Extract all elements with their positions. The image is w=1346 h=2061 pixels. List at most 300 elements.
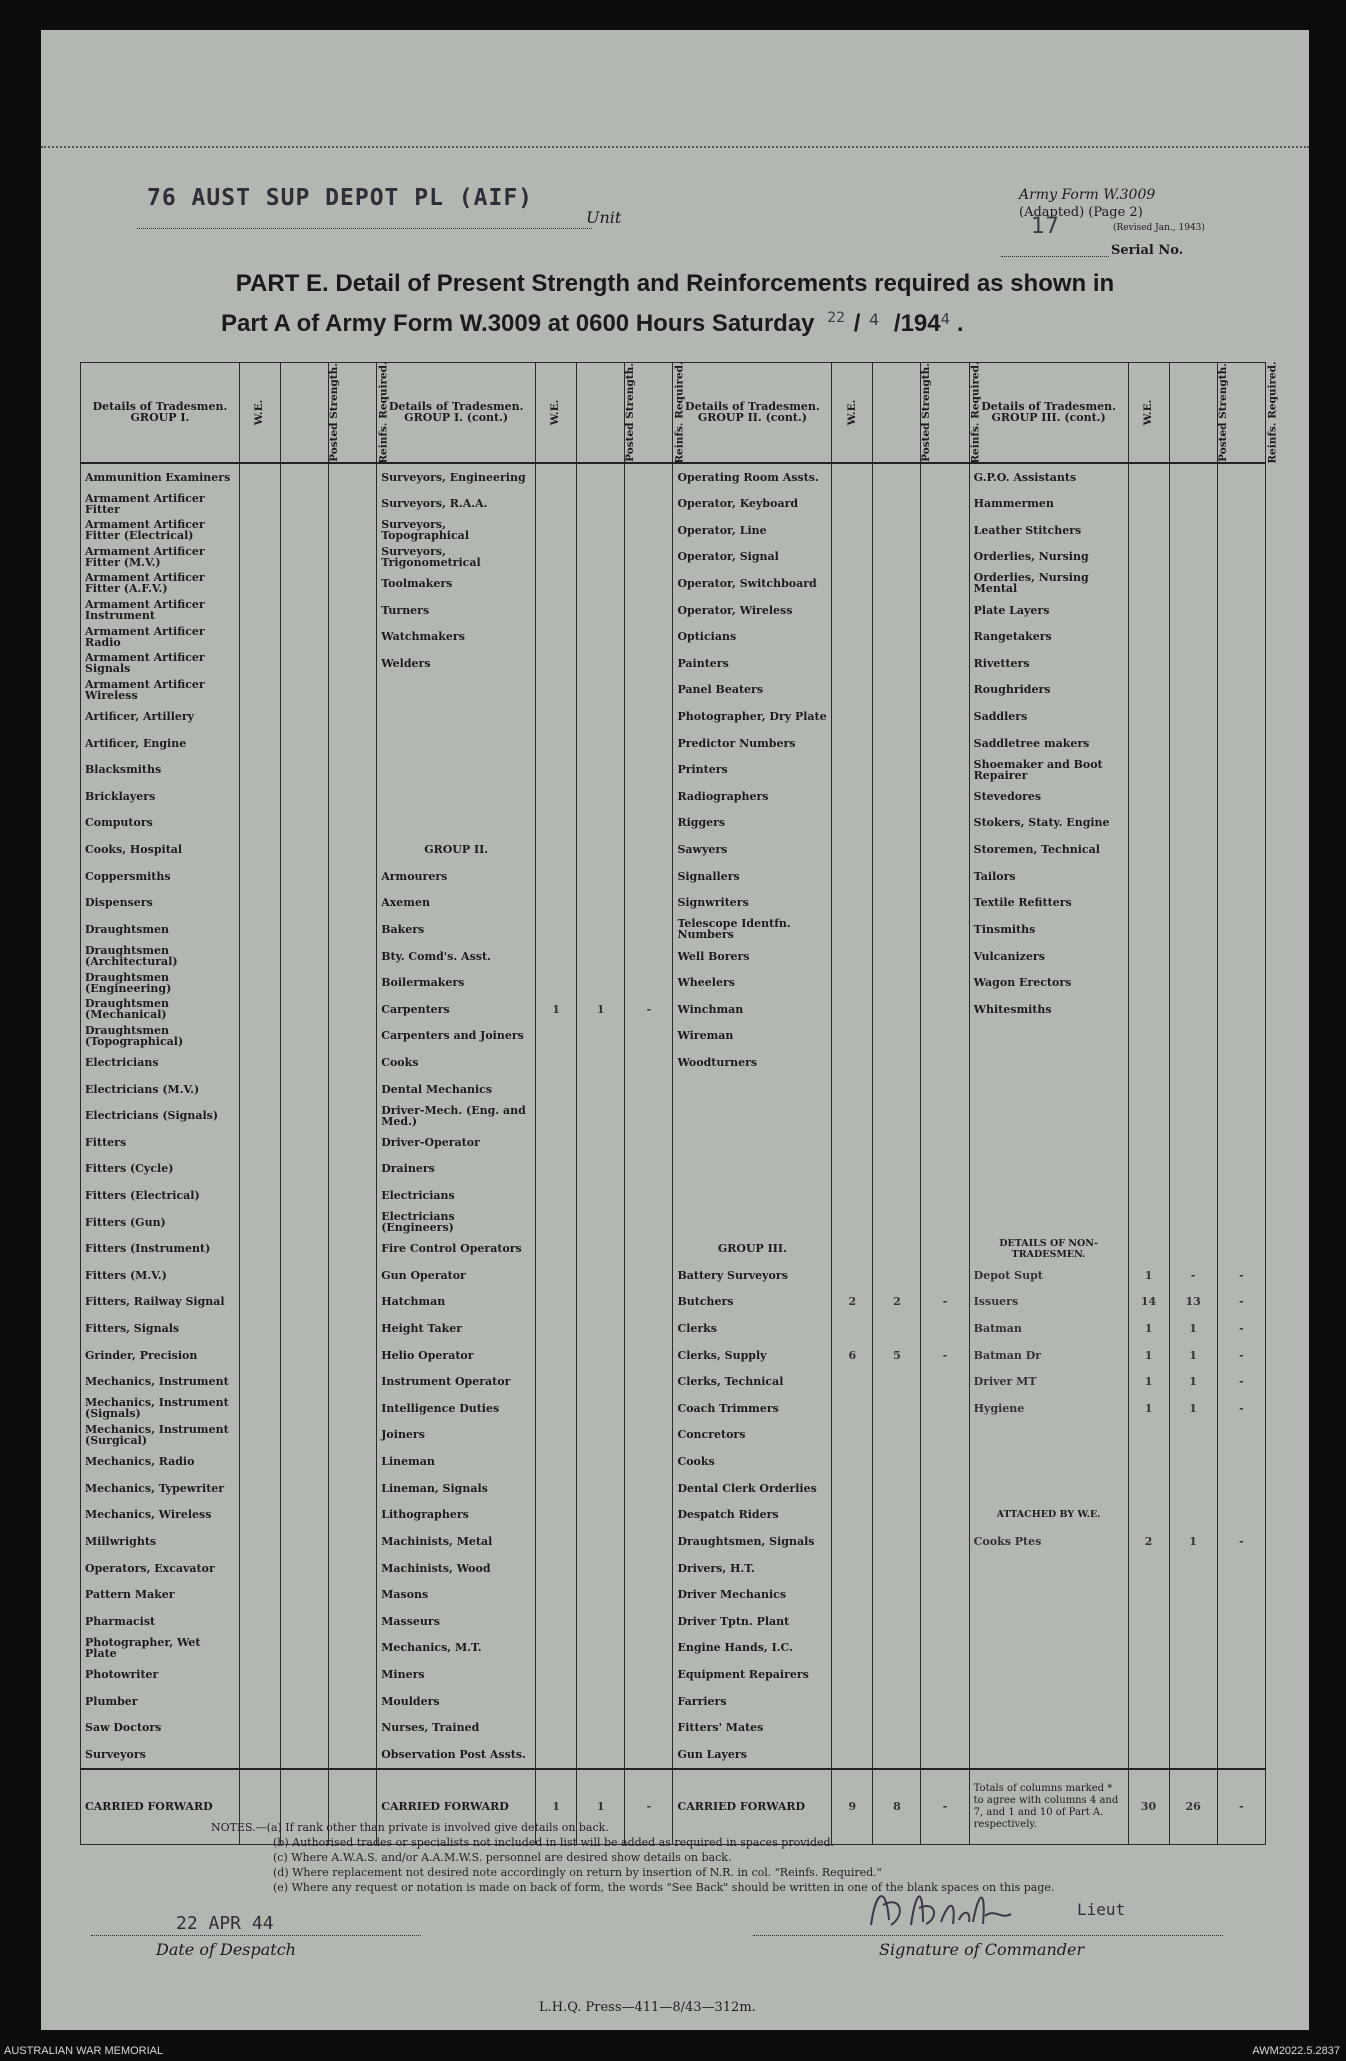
posted-cell [1169, 1741, 1217, 1769]
trade-label [673, 1209, 832, 1236]
posted-cell [577, 1714, 625, 1741]
table-row [81, 1156, 1266, 1183]
posted-cell: 5 [873, 1342, 921, 1369]
posted-cell [873, 1555, 921, 1582]
trade-label: Farriers [673, 1688, 832, 1715]
posted-cell [1169, 996, 1217, 1023]
posted-cell [280, 1182, 328, 1209]
we-cell [1128, 1076, 1169, 1103]
posted-cell [577, 1368, 625, 1395]
we-cell [1128, 463, 1169, 491]
trade-label: Pharmacist [81, 1608, 240, 1635]
trade-label: Wagon Erectors [969, 969, 1128, 996]
serial-label: Serial No. [1111, 243, 1184, 258]
reinfs-cell [329, 810, 377, 837]
reinfs-cell [329, 1023, 377, 1050]
trade-label: Plate Layers [969, 597, 1128, 624]
we-cell [239, 703, 280, 730]
posted-cell [577, 570, 625, 597]
we-cell [239, 490, 280, 517]
table-row [81, 1448, 1266, 1475]
trade-label: Orderlies, Nursing [969, 544, 1128, 571]
reinfs-cell [921, 677, 969, 704]
posted-cell [1169, 1422, 1217, 1449]
we-cell [832, 1422, 873, 1449]
serial-underline [1001, 256, 1109, 257]
we-cell [239, 597, 280, 624]
trade-label [969, 1129, 1128, 1156]
trade-label: Boilermakers [377, 969, 536, 996]
posted-cell [280, 1102, 328, 1129]
serial-value: 17 [1031, 214, 1059, 239]
reinfs-cell [921, 1156, 969, 1183]
reinfs-cell [921, 783, 969, 810]
posted-cell [280, 1635, 328, 1662]
we-cell [1128, 916, 1169, 943]
trade-label: Bricklayers [81, 783, 240, 810]
trade-label: Nurses, Trained [377, 1714, 536, 1741]
cf-g1c-reinfs: - [625, 1769, 673, 1845]
posted-cell [577, 1528, 625, 1555]
posted-cell [873, 463, 921, 491]
posted-cell [280, 1209, 328, 1236]
we-cell [1128, 890, 1169, 917]
reinfs-cell [625, 916, 673, 943]
trade-label: Pattern Maker [81, 1581, 240, 1608]
we-cell [239, 1581, 280, 1608]
posted-cell [873, 756, 921, 783]
reinfs-cell [625, 1714, 673, 1741]
reinfs-cell [1217, 890, 1265, 917]
reinfs-header: Reinfs. Required. [625, 363, 673, 463]
posted-cell [280, 1714, 328, 1741]
we-header: W.E. [1128, 363, 1169, 463]
posted-cell [873, 1714, 921, 1741]
trade-label: Bty. Comd's. Asst. [377, 943, 536, 970]
trade-label: Carpenters [377, 996, 536, 1023]
we-cell [239, 544, 280, 571]
posted-cell [873, 1608, 921, 1635]
date-year: /194 [893, 310, 941, 337]
trade-label: Telescope Identfn. Numbers [673, 916, 832, 943]
we-header: W.E. [536, 363, 577, 463]
posted-cell [1169, 570, 1217, 597]
totals-posted: 26 [1169, 1769, 1217, 1845]
note-e: (e) Where any request or notation is made on back of form, the words "See Back" should be written in one of the blank spaces on this page. [273, 1881, 1055, 1894]
posted-cell [873, 544, 921, 571]
we-cell [239, 863, 280, 890]
table-row [81, 783, 1266, 810]
trade-label: Artificer, Engine [81, 730, 240, 757]
posted-cell [280, 1448, 328, 1475]
trade-label: Surveyors, Trigonometrical [377, 544, 536, 571]
cf-g2c-reinfs: - [921, 1769, 969, 1845]
we-cell [832, 1608, 873, 1635]
reinfs-cell [921, 1475, 969, 1502]
posted-cell [1169, 1235, 1217, 1262]
we-cell [536, 730, 577, 757]
trade-label: Fitters' Mates [673, 1714, 832, 1741]
carried-forward-label: CARRIED FORWARD [81, 1769, 240, 1845]
table-row [81, 916, 1266, 943]
credit-right: AWM2022.5.2837 [1252, 2045, 1340, 2057]
reinfs-cell [625, 1156, 673, 1183]
posted-cell [873, 1262, 921, 1289]
trade-label [969, 1581, 1128, 1608]
reinfs-cell [625, 1235, 673, 1262]
we-cell [832, 677, 873, 704]
table-row [81, 1741, 1266, 1769]
table-row [81, 730, 1266, 757]
date-day: 22 [827, 310, 846, 326]
reinfs-cell [921, 703, 969, 730]
posted-cell [577, 677, 625, 704]
we-cell [832, 1368, 873, 1395]
reinfs-cell [1217, 1076, 1265, 1103]
trade-label: Draughtsmen, Signals [673, 1528, 832, 1555]
we-cell [832, 836, 873, 863]
reinfs-cell [921, 730, 969, 757]
posted-cell [577, 703, 625, 730]
posted-cell [873, 597, 921, 624]
trade-label [969, 1475, 1128, 1502]
trade-label: Draughtsmen (Engineering) [81, 969, 240, 996]
trade-label: Fitters (Instrument) [81, 1235, 240, 1262]
we-cell [1128, 1502, 1169, 1529]
reinfs-cell [921, 597, 969, 624]
trade-label: Armament Artificer Wireless [81, 677, 240, 704]
trade-label: Armament Artificer Fitter (A.F.V.) [81, 570, 240, 597]
posted-cell [873, 677, 921, 704]
posted-cell [873, 890, 921, 917]
reinfs-cell [921, 623, 969, 650]
we-cell [1128, 1182, 1169, 1209]
reinfs-cell [1217, 730, 1265, 757]
we-cell [239, 1661, 280, 1688]
posted-cell [577, 1661, 625, 1688]
trade-label: Roughriders [969, 677, 1128, 704]
posted-cell [1169, 544, 1217, 571]
posted-cell [577, 1581, 625, 1608]
trade-label: Fitters (M.V.) [81, 1262, 240, 1289]
trade-label: Coach Trimmers [673, 1395, 832, 1422]
reinfs-cell [921, 1608, 969, 1635]
table-row [81, 544, 1266, 571]
reinfs-cell [921, 916, 969, 943]
reinfs-cell [329, 1528, 377, 1555]
reinfs-cell [625, 1023, 673, 1050]
trade-label: Operators, Excavator [81, 1555, 240, 1582]
trade-label [377, 730, 536, 757]
trade-label: Armament Artificer Radio [81, 623, 240, 650]
trade-label [969, 1076, 1128, 1103]
reinfs-cell [329, 623, 377, 650]
form-title-line2 [221, 310, 964, 338]
posted-cell [1169, 1448, 1217, 1475]
we-cell [1128, 996, 1169, 1023]
reinfs-cell [921, 1129, 969, 1156]
reinfs-cell [921, 756, 969, 783]
we-cell [239, 1076, 280, 1103]
posted-header: Posted Strength. [873, 363, 921, 463]
we-cell [239, 1528, 280, 1555]
trade-label: Draughtsmen (Mechanical) [81, 996, 240, 1023]
reinfs-cell [625, 463, 673, 491]
posted-cell [577, 1156, 625, 1183]
reinfs-cell [1217, 1209, 1265, 1236]
posted-cell [280, 1581, 328, 1608]
reinfs-cell [921, 996, 969, 1023]
table-row [81, 1555, 1266, 1582]
reinfs-cell: - [921, 1342, 969, 1369]
trade-label: Axemen [377, 890, 536, 917]
trade-label: Armament Artificer Fitter [81, 490, 240, 517]
we-cell [832, 544, 873, 571]
reinfs-cell [921, 463, 969, 491]
posted-cell [577, 969, 625, 996]
trade-label: Photographer, Dry Plate [673, 703, 832, 730]
posted-cell [280, 1368, 328, 1395]
we-cell [832, 1555, 873, 1582]
we-header: W.E. [239, 363, 280, 463]
posted-cell [577, 1076, 625, 1103]
we-cell [536, 1368, 577, 1395]
reinfs-cell [921, 650, 969, 677]
trade-label: Bakers [377, 916, 536, 943]
posted-cell [873, 1049, 921, 1076]
posted-cell [873, 1129, 921, 1156]
reinfs-cell [1217, 544, 1265, 571]
posted-cell [280, 890, 328, 917]
table-row [81, 570, 1266, 597]
trade-label: Driver Tptn. Plant [673, 1608, 832, 1635]
posted-cell [280, 1129, 328, 1156]
trade-label: Surveyors, Engineering [377, 463, 536, 491]
we-cell [1128, 1023, 1169, 1050]
reinfs-cell [329, 1262, 377, 1289]
posted-cell [873, 570, 921, 597]
we-cell [239, 1448, 280, 1475]
reinfs-cell [625, 1209, 673, 1236]
table-row [81, 490, 1266, 517]
reinfs-cell [329, 756, 377, 783]
trade-label: Electricians [377, 1182, 536, 1209]
table-header-row [81, 363, 1266, 463]
reinfs-cell [1217, 836, 1265, 863]
trade-label: Surveyors, R.A.A. [377, 490, 536, 517]
we-cell [832, 969, 873, 996]
trade-label: Gun Layers [673, 1741, 832, 1769]
posted-cell [577, 1555, 625, 1582]
we-cell [832, 1129, 873, 1156]
group3-cont-header: Details of Tradesmen. GROUP III. (cont.) [969, 363, 1128, 463]
trade-label: Well Borers [673, 943, 832, 970]
reinfs-cell [625, 1475, 673, 1502]
reinfs-cell [329, 916, 377, 943]
trade-label: Cooks [377, 1049, 536, 1076]
table-row [81, 1635, 1266, 1662]
posted-cell [577, 1688, 625, 1715]
reinfs-cell [625, 1262, 673, 1289]
trade-label: Shoemaker and Boot Repairer [969, 756, 1128, 783]
we-cell [832, 756, 873, 783]
posted-cell [280, 623, 328, 650]
reinfs-cell [329, 1368, 377, 1395]
we-cell [239, 730, 280, 757]
posted-cell [1169, 969, 1217, 996]
posted-cell [577, 1209, 625, 1236]
we-cell [1128, 1156, 1169, 1183]
reinfs-cell [625, 1129, 673, 1156]
reinfs-cell [921, 1555, 969, 1582]
we-cell [832, 1448, 873, 1475]
posted-cell [577, 1102, 625, 1129]
we-cell [536, 1555, 577, 1582]
reinfs-cell [625, 1102, 673, 1129]
trade-label: Hatchman [377, 1289, 536, 1316]
trade-label [969, 1182, 1128, 1209]
reinfs-cell [921, 1262, 969, 1289]
we-cell [536, 1741, 577, 1769]
we-cell [1128, 517, 1169, 544]
posted-cell [873, 863, 921, 890]
we-cell [239, 969, 280, 996]
table-row [81, 1661, 1266, 1688]
we-cell [1128, 1581, 1169, 1608]
trade-label: Concretors [673, 1422, 832, 1449]
posted-cell: 2 [873, 1289, 921, 1316]
posted-cell: 1 [1169, 1528, 1217, 1555]
table-row [81, 650, 1266, 677]
trade-label: Vulcanizers [969, 943, 1128, 970]
we-cell [536, 810, 577, 837]
trade-label: Electricians (Engineers) [377, 1209, 536, 1236]
reinfs-cell [1217, 916, 1265, 943]
trade-label: GROUP III. [673, 1235, 832, 1262]
we-cell [239, 1156, 280, 1183]
trade-label: Driver-Operator [377, 1129, 536, 1156]
reinfs-cell [329, 1502, 377, 1529]
reinfs-cell [625, 1315, 673, 1342]
posted-cell [280, 810, 328, 837]
reinfs-cell [921, 1422, 969, 1449]
reinfs-cell [329, 1342, 377, 1369]
we-cell [239, 1235, 280, 1262]
posted-cell [873, 1182, 921, 1209]
posted-cell [280, 1023, 328, 1050]
reinfs-cell [329, 1076, 377, 1103]
we-cell [1128, 730, 1169, 757]
cf-g2c-posted: 8 [873, 1769, 921, 1845]
trade-label [969, 1741, 1128, 1769]
trade-label: Woodturners [673, 1049, 832, 1076]
posted-cell [577, 810, 625, 837]
trade-label: G.P.O. Assistants [969, 463, 1128, 491]
trade-label: Draughtsmen [81, 916, 240, 943]
reinfs-cell [921, 544, 969, 571]
posted-cell [873, 490, 921, 517]
reinfs-cell [625, 1688, 673, 1715]
table-row [81, 890, 1266, 917]
we-cell [239, 1315, 280, 1342]
trade-label: Lineman [377, 1448, 536, 1475]
reinfs-cell [625, 1342, 673, 1369]
posted-cell [1169, 783, 1217, 810]
trade-label: Opticians [673, 623, 832, 650]
we-cell [1128, 1714, 1169, 1741]
posted-cell: 13 [1169, 1289, 1217, 1316]
reinfs-cell [921, 890, 969, 917]
table-row [81, 463, 1266, 491]
posted-cell [577, 1448, 625, 1475]
posted-cell [280, 570, 328, 597]
posted-cell [577, 730, 625, 757]
trade-label: Predictor Numbers [673, 730, 832, 757]
we-cell [1128, 1475, 1169, 1502]
trade-label: Surveyors, Topographical [377, 517, 536, 544]
reinfs-cell [921, 1395, 969, 1422]
we-cell [832, 1262, 873, 1289]
table-row [81, 1315, 1266, 1342]
posted-cell [577, 863, 625, 890]
table-row [81, 1209, 1266, 1236]
we-cell [536, 677, 577, 704]
reinfs-cell [329, 1581, 377, 1608]
reinfs-cell [1217, 1422, 1265, 1449]
reinfs-cell [625, 890, 673, 917]
posted-cell [280, 650, 328, 677]
we-cell [239, 783, 280, 810]
cf-g1c-posted: 1 [577, 1769, 625, 1845]
posted-cell [873, 1235, 921, 1262]
trade-label: Draughtsmen (Topographical) [81, 1023, 240, 1050]
posted-cell [280, 1502, 328, 1529]
posted-cell [873, 1102, 921, 1129]
reinfs-cell [921, 1635, 969, 1662]
posted-cell [873, 810, 921, 837]
trade-label: Cooks, Hospital [81, 836, 240, 863]
trade-label: Mechanics, Instrument [81, 1368, 240, 1395]
trade-label: Mechanics, Wireless [81, 1502, 240, 1529]
reinfs-cell [329, 1448, 377, 1475]
we-cell [239, 836, 280, 863]
trade-label: Masseurs [377, 1608, 536, 1635]
reinfs-cell [329, 890, 377, 917]
posted-cell [1169, 1129, 1217, 1156]
posted-cell: 1 [1169, 1315, 1217, 1342]
group1-cont-header: Details of Tradesmen. GROUP I. (cont.) [377, 363, 536, 463]
reinfs-cell [921, 1076, 969, 1103]
we-cell [832, 1714, 873, 1741]
trade-label [969, 1049, 1128, 1076]
reinfs-cell [921, 1049, 969, 1076]
table-row [81, 1368, 1266, 1395]
we-cell [536, 1076, 577, 1103]
trade-label [673, 1129, 832, 1156]
table-row [81, 1608, 1266, 1635]
trade-label: Mechanics, M.T. [377, 1635, 536, 1662]
table-row [81, 996, 1266, 1023]
reinfs-cell [1217, 1555, 1265, 1582]
posted-cell [577, 517, 625, 544]
posted-cell [280, 1395, 328, 1422]
posted-cell [873, 1395, 921, 1422]
reinfs-cell: - [1217, 1395, 1265, 1422]
we-cell: 1 [536, 996, 577, 1023]
cf-g1c-we: 1 [536, 1769, 577, 1845]
we-cell: 2 [1128, 1528, 1169, 1555]
we-cell [536, 1395, 577, 1422]
